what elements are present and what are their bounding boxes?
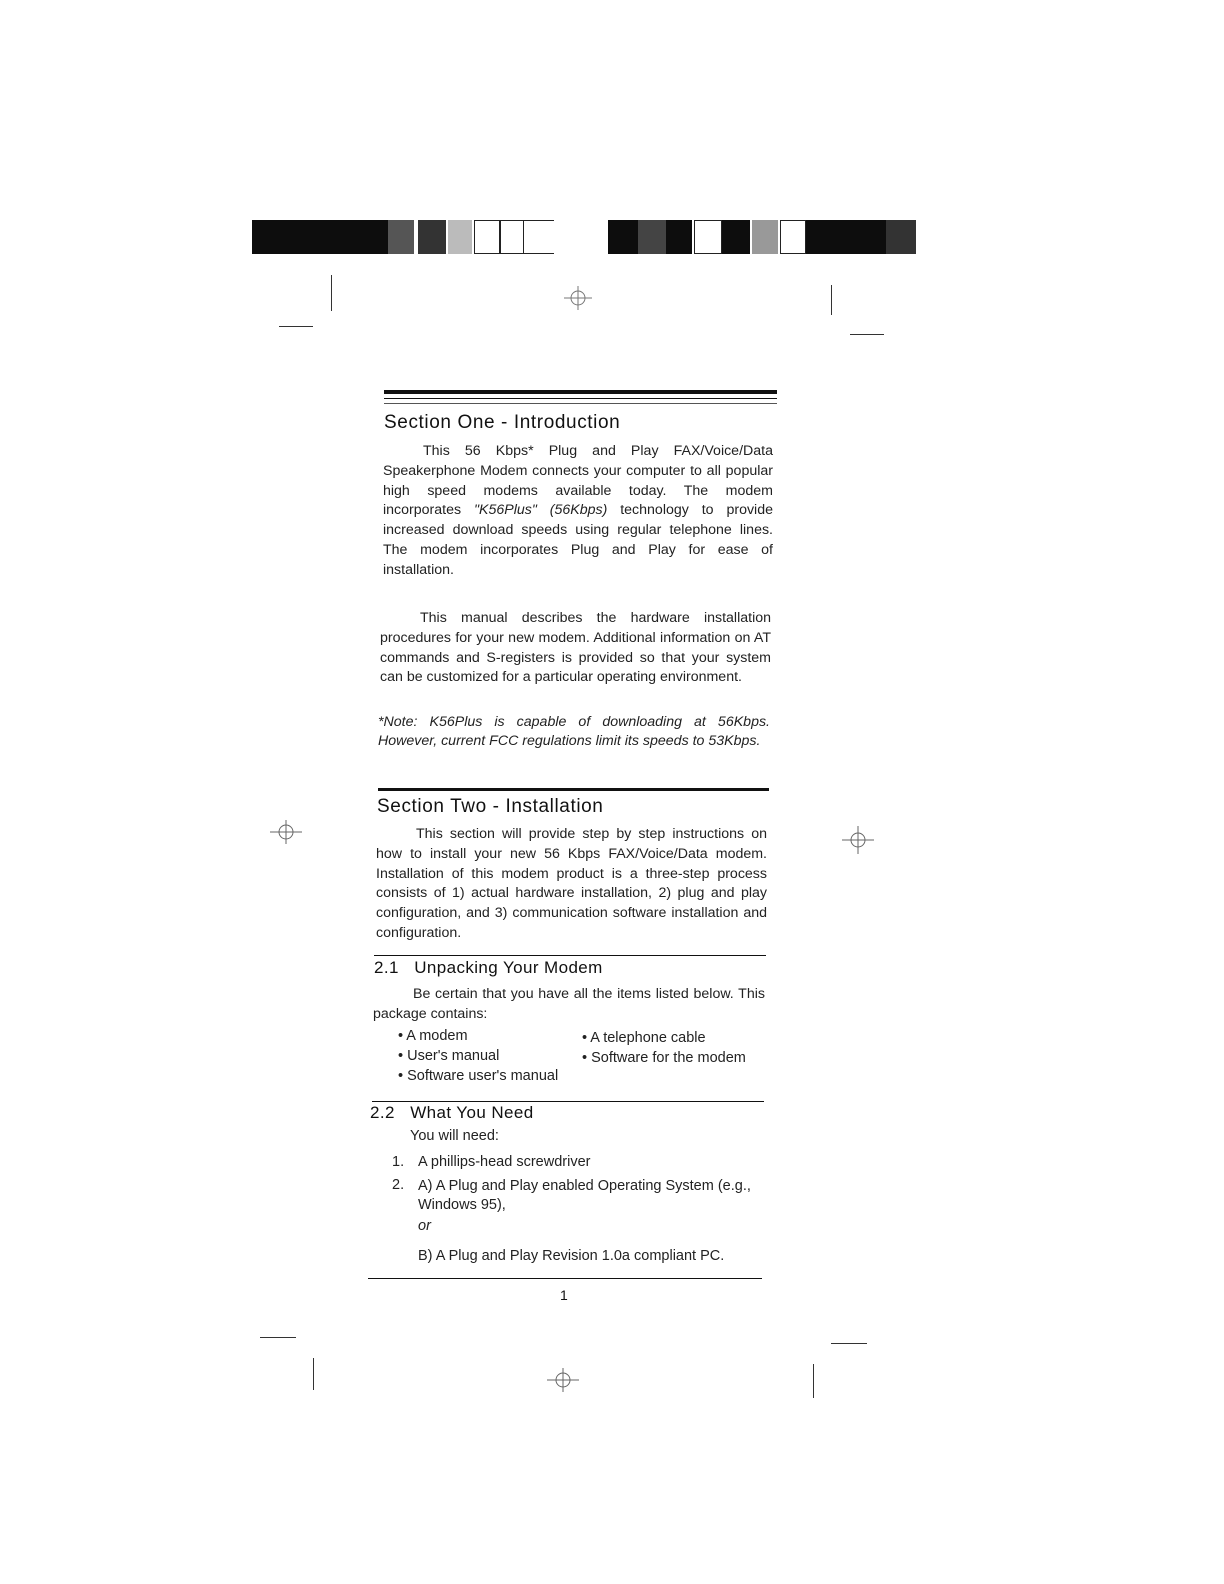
or-label: or — [418, 1218, 431, 1234]
unpacking-title: Unpacking Your Modem — [414, 958, 603, 977]
what-you-need-number: 2.2 — [370, 1103, 395, 1122]
list-item: • User's manual — [398, 1048, 500, 1064]
unpacking-intro — [373, 985, 765, 1025]
subsection-rule — [372, 1101, 764, 1102]
section-two-text: This section will provide step by step instructions on how to install your new 56 Kbps FAX/Voice/Data modem. Installation of this modem product is a three-step process consists of 1) actual hardware installation, 2) plug and play configuration, and 3) communication software installation and configuration. — [376, 826, 767, 941]
what-you-need-title: What You Need — [410, 1103, 534, 1122]
list-item: • Software for the modem — [582, 1050, 746, 1066]
k56plus-emphasis: "K56Plus" (56Kbps) — [473, 502, 608, 519]
list-item-number: 1. — [392, 1154, 405, 1170]
section-two-rule — [378, 788, 769, 791]
section-rule-thin — [384, 403, 777, 404]
registration-mark-icon — [840, 822, 876, 858]
manual-description-text: This manual describes the hardware installation procedures for your new modem. Additional information on AT commands and S-registers is provided so that your system can be customized for a particular operating environment. — [380, 610, 771, 686]
registration-mark-icon — [545, 1362, 581, 1398]
fcc-note-text: *Note: K56Plus is capable of downloading at 56Kbps. However, current FCC regulations limit its speeds to 53Kbps. — [378, 714, 770, 749]
list-item-number: 2. — [392, 1177, 405, 1193]
section-rule-thick — [384, 390, 777, 394]
section-two-title: Section Two - Installation — [377, 796, 604, 817]
what-you-need-heading — [370, 1103, 534, 1123]
list-item: • Software user's manual — [398, 1068, 559, 1084]
subsection-rule — [374, 955, 766, 956]
crop-mark — [850, 334, 884, 335]
unpacking-heading — [374, 958, 603, 978]
manual-description-paragraph — [380, 609, 771, 688]
unpacking-intro-text: Be certain that you have all the items listed below. This package contains: — [373, 986, 765, 1022]
page-number: 1 — [560, 1287, 568, 1303]
crop-mark — [331, 275, 332, 311]
section-one-paragraph — [383, 442, 773, 581]
footer-rule — [368, 1278, 762, 1279]
section-rule-thin — [384, 398, 777, 399]
crop-mark — [813, 1364, 814, 1398]
section-two-paragraph — [376, 825, 767, 944]
list-item: • A telephone cable — [582, 1030, 706, 1046]
crop-mark — [279, 326, 313, 327]
crop-mark — [831, 285, 832, 315]
what-you-need-intro: You will need: — [410, 1128, 499, 1144]
crop-mark — [260, 1337, 296, 1338]
list-item: B) A Plug and Play Revision 1.0a compliant PC. — [418, 1248, 725, 1264]
registration-mark-icon — [560, 280, 596, 316]
list-item: • A modem — [398, 1028, 468, 1044]
intro-text-end: technology to provide increased download speeds using regular telephone lines. The modem incorporates Plug and Play for ease of installation. — [383, 502, 773, 578]
section-one-title: Section One - Introduction — [384, 412, 621, 433]
unpacking-number: 2.1 — [374, 958, 399, 977]
intro-text-start: This 56 Kbps* Plug and Play FAX/Voice/Data Speakerphone Modem connects your computer to all popular high speed modems available today. The modem incorporates — [383, 443, 773, 519]
os-requirement-text: A) A Plug and Play enabled Operating System (e.g., Windows 95), — [418, 1178, 751, 1213]
list-item — [418, 1177, 763, 1215]
crop-mark — [831, 1343, 867, 1344]
list-item: A phillips-head screwdriver — [418, 1154, 591, 1170]
registration-mark-icon — [268, 814, 304, 850]
fcc-note — [378, 713, 770, 750]
crop-mark — [313, 1358, 314, 1390]
